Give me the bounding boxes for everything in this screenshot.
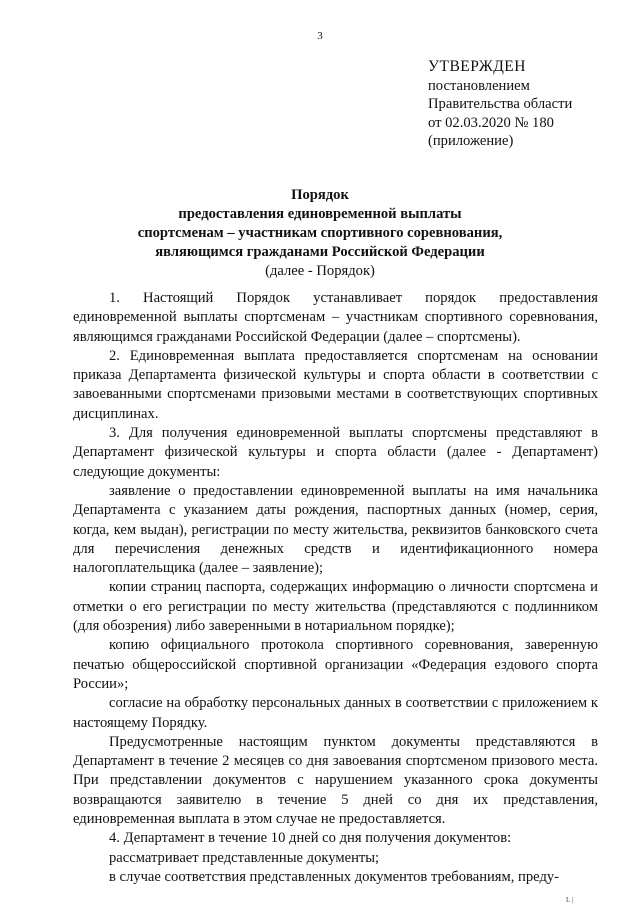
paragraph: 2. Единовременная выплата предоставляется спортсменам на основании приказа Департамента физической культуры и спорта области в соответствии с завоеванными спортсменами призовыми местами в соответствующих спортивных дисциплинах. <box>73 347 598 422</box>
paragraph: Предусмотренные настоящим пунктом документы представляются в Департамент в течение 2 месяцев со дня завоевания спортсменом призового места. При представлении документов с нарушением указанного срока документы возвращаются заявителю в течение 5 дней со дня их представления, единовременная выплата в этом случае не предоставляется. <box>73 733 598 828</box>
paragraph: в случае соответствия представленных документов требованиям, преду- <box>109 868 560 885</box>
document-title <box>0 186 640 281</box>
paragraph: 1. Настоящий Порядок устанавливает порядок предоставления единовременной выплаты спортсменам – участникам спортивного соревнования, являющимся гражданами Российской Федерации (далее – спортсмены). <box>73 290 598 345</box>
paragraph: 3. Для получения единовременной выплаты спортсмены представляют в Департамент физической культуры и спорта области (далее - Департамент) следующие документы: <box>73 425 598 480</box>
title-line: спортсменам – участникам спортивного соревнования, <box>137 225 503 241</box>
title-line: являющимся гражданами Российской Федерации <box>155 244 485 260</box>
approval-stamp <box>428 58 572 151</box>
document-body <box>73 289 598 887</box>
approval-line: от 02.03.2020 № 180 <box>428 114 554 131</box>
paragraph: копию официального протокола спортивного соревнования, заверенную печатью общероссийской спортивной организации «Федерация ездового спорта России»; <box>73 637 598 692</box>
paragraph: 4. Департамент в течение 10 дней со дня получения документов: <box>109 830 512 847</box>
paragraph: рассматривает представленные документы; <box>109 849 380 866</box>
approval-line: Правительства области <box>428 96 573 112</box>
approval-line: (приложение) <box>428 133 514 149</box>
page-number: 3 <box>317 30 323 42</box>
footer-mark: L | <box>566 896 574 904</box>
title-note: (далее - Порядок) <box>265 263 375 279</box>
paragraph: заявление о предоставлении единовременной выплаты на имя начальника Департамента с указанием даты рождения, паспортных данных (номер, серия, когда, кем выдан), регистрации по месту жительства, реквизитов банковского счета для перечисления денежных средств и идентификационного номера налогоплательщика (далее – заявление); <box>73 482 598 577</box>
approval-line: постановлением <box>428 77 530 94</box>
title-line: предоставления единовременной выплаты <box>178 206 462 222</box>
paragraph: копии страниц паспорта, содержащих информацию о личности спортсмена и отметки о его регистрации по месту жительства (представляются с подлинником (для обозрения) либо заверенными в нотариальном порядке); <box>73 579 598 635</box>
approval-title: УТВЕРЖДЕН <box>428 58 526 75</box>
paragraph: согласие на обработку персональных данных в соответствии с приложением к настоящему Порядку. <box>73 695 598 731</box>
title-line: Порядок <box>291 187 349 203</box>
